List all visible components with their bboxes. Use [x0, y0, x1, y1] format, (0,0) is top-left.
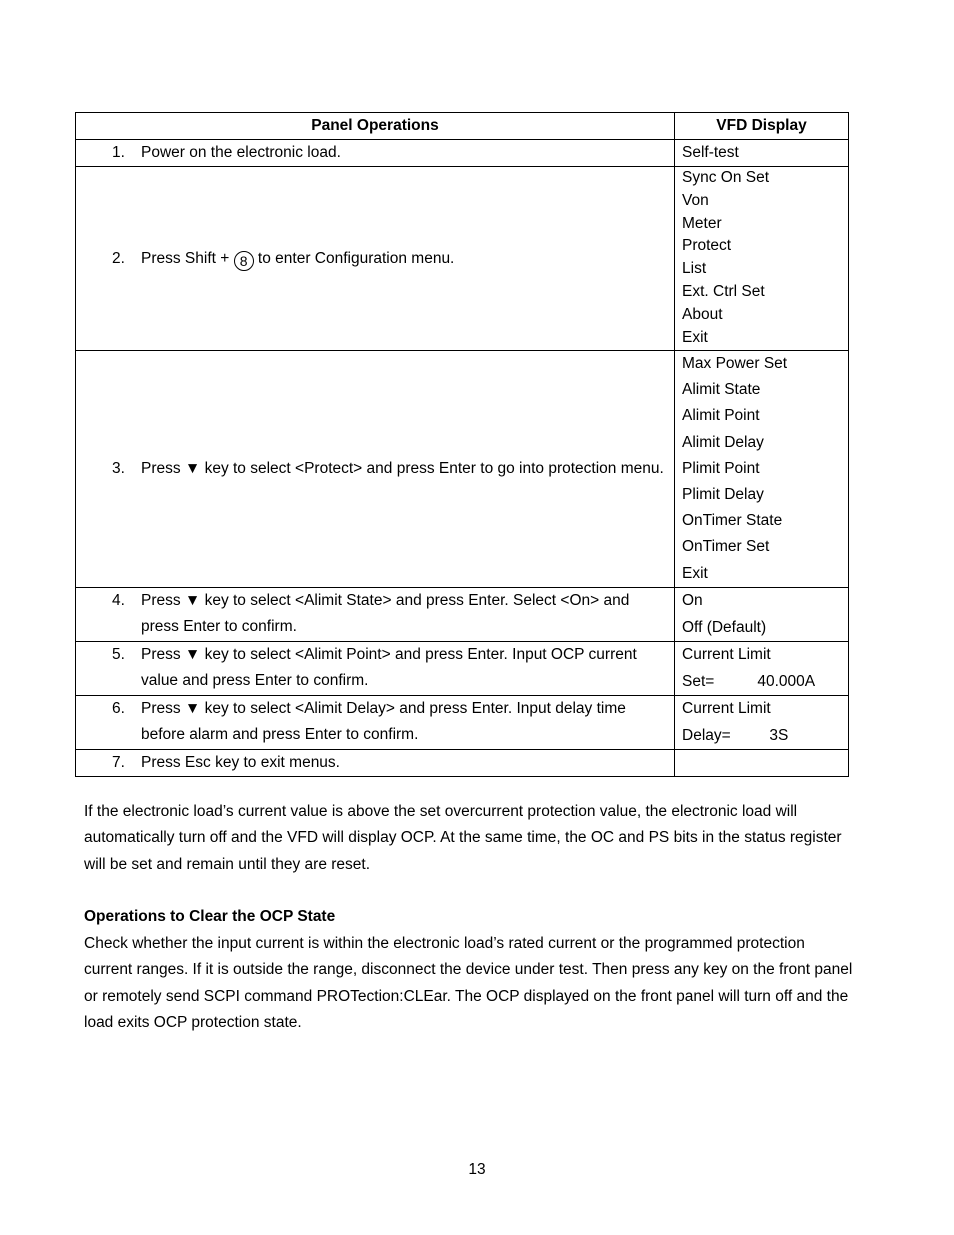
vfd-line: Current Limit	[682, 646, 771, 663]
vfd-line: Exit	[682, 564, 708, 582]
table-row	[76, 696, 849, 750]
step-number: 7.	[112, 754, 125, 771]
vfd-line: Plimit Point	[682, 459, 760, 477]
header-panel-operations: Panel Operations	[76, 113, 675, 140]
step-number: 5.	[112, 646, 125, 663]
vfd-line: Protect	[682, 237, 732, 255]
step-text-after: to enter Configuration menu.	[253, 249, 455, 267]
vfd-cell	[675, 642, 849, 696]
step-text-before: Press Shift +	[141, 249, 234, 267]
vfd-line: Von	[682, 191, 709, 209]
operation-cell	[76, 588, 675, 642]
table-row	[76, 750, 849, 777]
panel-operations-table	[75, 112, 849, 777]
vfd-cell	[675, 588, 849, 642]
step-text: Press ▼ key to select <Alimit State> and press Enter. Select <On> and press Enter to confirm.	[141, 592, 630, 635]
vfd-line: About	[682, 305, 723, 323]
vfd-line: Alimit Delay	[682, 433, 764, 451]
vfd-line: Off (Default)	[682, 618, 767, 636]
step-text: Press Esc key to exit menus.	[141, 754, 340, 771]
table-row	[76, 140, 849, 167]
table-row	[76, 351, 849, 588]
vfd-line: Meter	[682, 214, 722, 232]
vfd-line: Ext. Ctrl Set	[682, 282, 765, 300]
step-text: Press ▼ key to select <Alimit Delay> and press Enter. Input delay time before alarm and press Enter to confirm.	[141, 700, 626, 743]
step-text: Power on the electronic load.	[141, 144, 341, 161]
vfd-cell	[675, 140, 849, 167]
vfd-line: List	[682, 260, 707, 278]
step-number: 6.	[112, 700, 125, 717]
step-text: Press ▼ key to select <Alimit Point> and press Enter. Input OCP current value and press Enter to confirm.	[141, 646, 637, 689]
header-vfd-display: VFD Display	[675, 113, 849, 140]
operation-cell	[76, 167, 675, 351]
operation-cell	[76, 642, 675, 696]
step-number: 1.	[112, 144, 125, 161]
vfd-line: Alimit Point	[682, 407, 760, 425]
vfd-cell	[675, 167, 849, 351]
circled-eight-key-icon: 8	[234, 251, 254, 271]
operation-cell	[76, 750, 675, 777]
vfd-line: Plimit Delay	[682, 486, 764, 504]
vfd-line: Exit	[682, 328, 708, 346]
table-header-row	[76, 113, 849, 140]
table-row	[76, 588, 849, 642]
vfd-line: Self-test	[682, 144, 739, 161]
vfd-cell	[675, 351, 849, 588]
vfd-line: Current Limit	[682, 700, 771, 717]
step-number: 4.	[112, 592, 125, 609]
step-text: Press ▼ key to select <Protect> and press Enter to go into protection menu.	[141, 460, 664, 477]
step-text	[141, 246, 666, 272]
operation-cell	[76, 696, 675, 750]
clear-ocp-paragraph: Check whether the input current is within the electronic load’s rated current or the programmed protection current ranges. If it is outside the range, disconnect the device under test. Then press any key on the front panel or remotely send SCPI command PROTection:CLEar. The OCP displayed on the front panel will turn off and the load exits OCP protection state.	[84, 935, 853, 1031]
vfd-line: Alimit State	[682, 381, 761, 399]
vfd-line: OnTimer Set	[682, 538, 770, 556]
step-number: 2.	[112, 249, 125, 267]
vfd-line: On	[682, 592, 703, 609]
table-row	[76, 167, 849, 351]
ocp-description-paragraph: If the electronic load’s current value is above the set overcurrent protection value, the electronic load will automatically turn off and the VFD will display OCP. At the same time, the OC and PS bits in the status register will be set and remain until they are reset.	[84, 803, 842, 873]
clear-ocp-heading: Operations to Clear the OCP State	[84, 908, 336, 925]
vfd-line: Sync On Set	[682, 169, 770, 186]
vfd-line: Max Power Set	[682, 355, 788, 372]
vfd-cell-empty	[675, 750, 849, 777]
page-number: 13	[468, 1161, 486, 1178]
vfd-line: Delay= 3S	[682, 726, 789, 744]
operation-cell	[76, 140, 675, 167]
vfd-line: Set= 40.000A	[682, 672, 816, 690]
vfd-line: OnTimer State	[682, 512, 783, 530]
table-row	[76, 642, 849, 696]
operation-cell	[76, 351, 675, 588]
vfd-cell	[675, 696, 849, 750]
step-number: 3.	[112, 460, 125, 477]
